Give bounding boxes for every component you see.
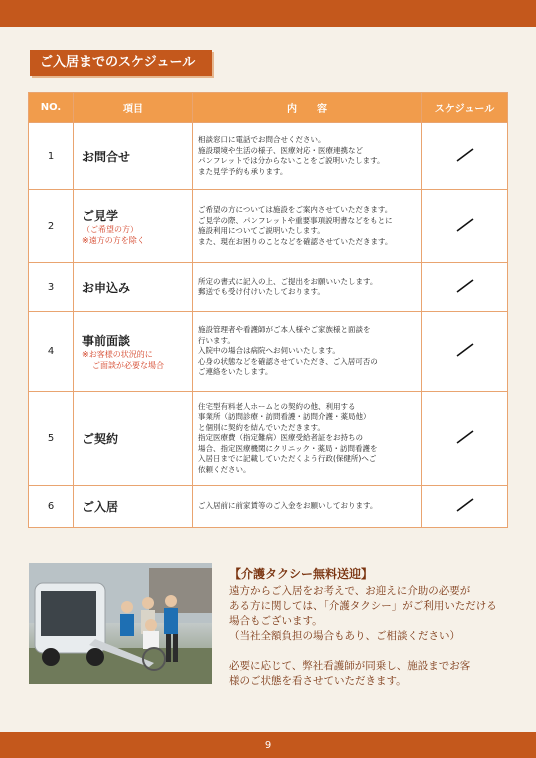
row-content: ご入居前に前家賃等のご入金をお願いしております。 [193, 486, 422, 528]
table-row [29, 486, 508, 528]
item-note: ご面談が必要な場合 [92, 361, 164, 370]
schedule-cell[interactable] [422, 392, 508, 486]
schedule-cell[interactable] [422, 312, 508, 392]
row-content: 所定の書式に記入の上、ご提出をお願いいたします。 郵送でも受け付けいたしております。 [193, 263, 422, 312]
row-number: 1 [29, 123, 74, 190]
item-name: ご契約 [82, 432, 119, 446]
item-name: ご見学 [82, 208, 119, 223]
item-name: ご入居 [82, 500, 119, 514]
slash-icon [454, 148, 476, 162]
item-name: お申込み [82, 280, 131, 295]
table-row [29, 392, 508, 486]
slash-icon [454, 279, 476, 293]
header-content: 内 容 [193, 93, 422, 123]
row-content: 住宅型有料老人ホームとの契約の他、利用する 事業所（訪問診療・訪問看護・訪問介護・薬局他） と個別に契約を結んでいただきます。 指定医療費（指定難病）医療受給者証をお持ちの 場合、指定医療機関にクリニック・薬局・訪問看護を 入居日までに記載していただくよう行政(保健所)へご 依頼ください。 [193, 392, 422, 486]
slash-icon [454, 343, 476, 357]
schedule-table [28, 92, 508, 528]
header-no: NO. [29, 93, 74, 123]
row-content: 施設管理者や看護師がご本人様やご家族様と面談を 行います。 入院中の場合は病院へお伺いいたします。 心身の状態などを確認させていただき、ご入居可否の ご連絡をいたします。 [193, 312, 422, 392]
row-number: 3 [29, 263, 74, 312]
item-note: ※遠方の方を除く [82, 235, 145, 245]
row-number: 6 [29, 486, 74, 528]
schedule-cell[interactable] [422, 486, 508, 528]
row-item [74, 312, 193, 392]
row-item [74, 486, 193, 528]
table-header-row [29, 93, 508, 123]
header-schedule: スケジュール [422, 93, 508, 123]
schedule-cell[interactable] [422, 123, 508, 190]
slash-icon [454, 498, 476, 512]
table-row [29, 123, 508, 190]
schedule-cell[interactable] [422, 263, 508, 312]
row-content: ご希望の方については施設をご案内させていただきます。 ご見学の際、パンフレットや重要事項説明書などをもとに 施設利用についてご説明いたします。 また、現在お困りのことなどを確認させていただきます。 [193, 190, 422, 263]
top-bar [0, 0, 536, 27]
header-item: 項目 [74, 93, 193, 123]
table-row [29, 190, 508, 263]
row-content: 相談窓口に電話でお問合せください。 施設環境や生活の様子、医療対応・医療連携など パンフレットでは分からないことをご説明いたします。 また見学予約も承ります。 [193, 123, 422, 190]
table-row [29, 312, 508, 392]
schedule-cell[interactable] [422, 190, 508, 263]
row-item [74, 392, 193, 486]
care-taxi-photo [29, 563, 212, 684]
item-name: お問合せ [82, 149, 131, 164]
row-item [74, 190, 193, 263]
row-item [74, 263, 193, 312]
row-item [74, 123, 193, 190]
page-number: 9 [264, 740, 272, 751]
row-number: 4 [29, 312, 74, 392]
slash-icon [454, 430, 476, 444]
item-note: ※お客様の状況的に [82, 350, 153, 359]
item-note: （ご希望の方） [82, 224, 138, 234]
row-number: 2 [29, 190, 74, 263]
row-number: 5 [29, 392, 74, 486]
table-row [29, 263, 508, 312]
care-taxi-body: 遠方からご入居をお考えで、お迎えに介助の必要が ある方に関しては、「介護タクシー」がご利用いただける 場合もございます。 （当社全額負担の場合もあり、ご相談ください） 必要に応じて、弊社看護師が同乗し、施設までお客 様のご状態を看させていただきます。 [229, 585, 497, 687]
care-taxi-illustration [29, 563, 212, 684]
care-taxi-heading: 【介護タクシー無料送迎】 [229, 567, 374, 581]
section-title: ご入居までのスケジュール [30, 50, 212, 76]
item-name: 事前面談 [82, 334, 131, 348]
slash-icon [454, 218, 476, 232]
